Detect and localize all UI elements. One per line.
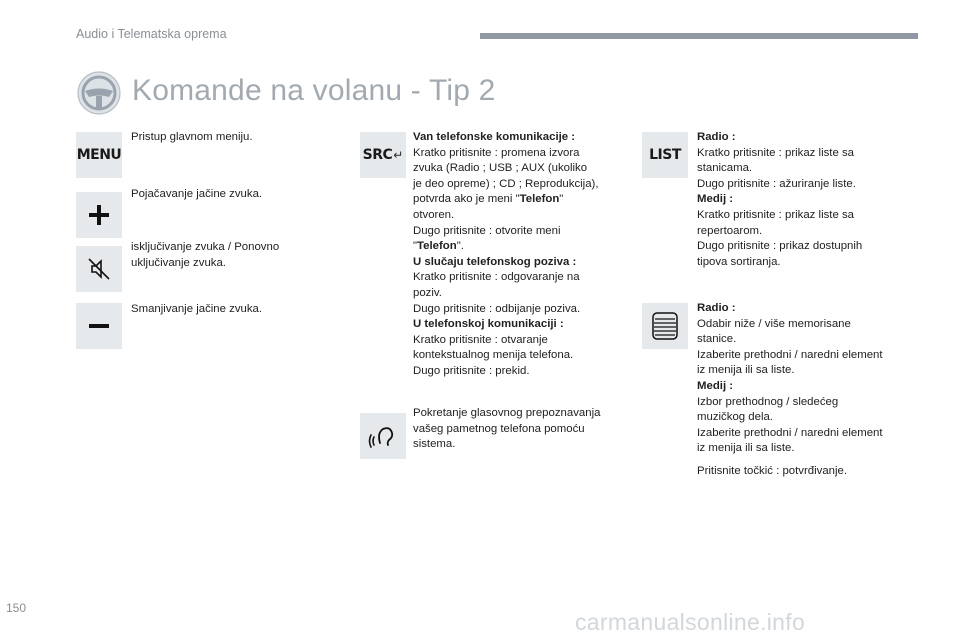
volume-up-icon [76,192,122,238]
section-header: Audio i Telematska oprema [76,27,227,41]
mute-description: isključivanje zvuka / Ponovno uključivanje zvuka. [131,241,280,269]
menu-label: MENU [76,147,122,163]
steering-wheel-icon [76,70,122,116]
list-description: Radio : Kratko pritisnite : prikaz liste sa stanicama. Dugo pritisnite : ažuriranje liste. Medij : Kratko pritisnite : prikaz liste sa repertoarom. Dugo pritisnite : prikaz dostupnih tipova sortiranja. [697,131,863,268]
src-label: SRC [362,147,393,163]
minus-icon [87,314,111,338]
wheel-description: Radio : Odabir niže / više memorisane stanice. Izaberite prethodni / naredni element iz menija ili sa liste. Medij : Izbor prethodnog / sledećeg muzičkog dela. Izaberite prethodni / naredni element iz menija ili sa liste. Pritisnite točkić : potvrđivanje. [697,302,883,477]
voice-recognition-icon [368,421,398,451]
list-label: LIST [649,147,681,163]
src-description: Van telefonske komunikacije : Kratko pritisnite : promena izvora zvuka (Radio ; USB ; AUX (ukoliko je deo opreme) ; CD ; Reprodukcija), potvrda ako je meni "Telefon" otvoren. Dugo pritisnite : otvorite meni "Telefon". U slučaju telefonskog poziva : Kratko pritisnite : odgovaranje na poziv. Dugo pritisnite : odbijanje poziva. U telefonskoj komunikaciji : Kratko pritisnite : otvaranje kontekstualnog menija telefona. Dugo pritisnite : prekid. [413,131,599,377]
mute-button-icon [76,246,122,292]
page-title: Komande na volanu - Tip 2 [132,74,496,107]
arrow-icon: ↵ [393,148,404,162]
volume-down-icon [76,303,122,349]
volume-down-description: Smanjivanje jačine zvuka. [131,303,263,315]
page-number: 150 [6,601,27,615]
voice-description: Pokretanje glasovnog prepoznavanja vašeg pametnog telefona pomoću sistema. [413,407,601,451]
mute-icon [86,256,112,282]
thumbwheel-icon [649,311,681,341]
menu-button-icon [76,132,122,178]
wheel-button-icon [642,303,688,349]
plus-icon [87,203,111,227]
list-button-icon [642,132,688,178]
header-bar [480,33,918,39]
menu-description: Pristup glavnom meniju. [131,131,253,143]
voice-button-icon [360,413,406,459]
watermark: carmanualsonline.info [575,609,806,635]
src-button-icon [360,132,406,178]
volume-up-description: Pojačavanje jačine zvuka. [131,188,263,200]
